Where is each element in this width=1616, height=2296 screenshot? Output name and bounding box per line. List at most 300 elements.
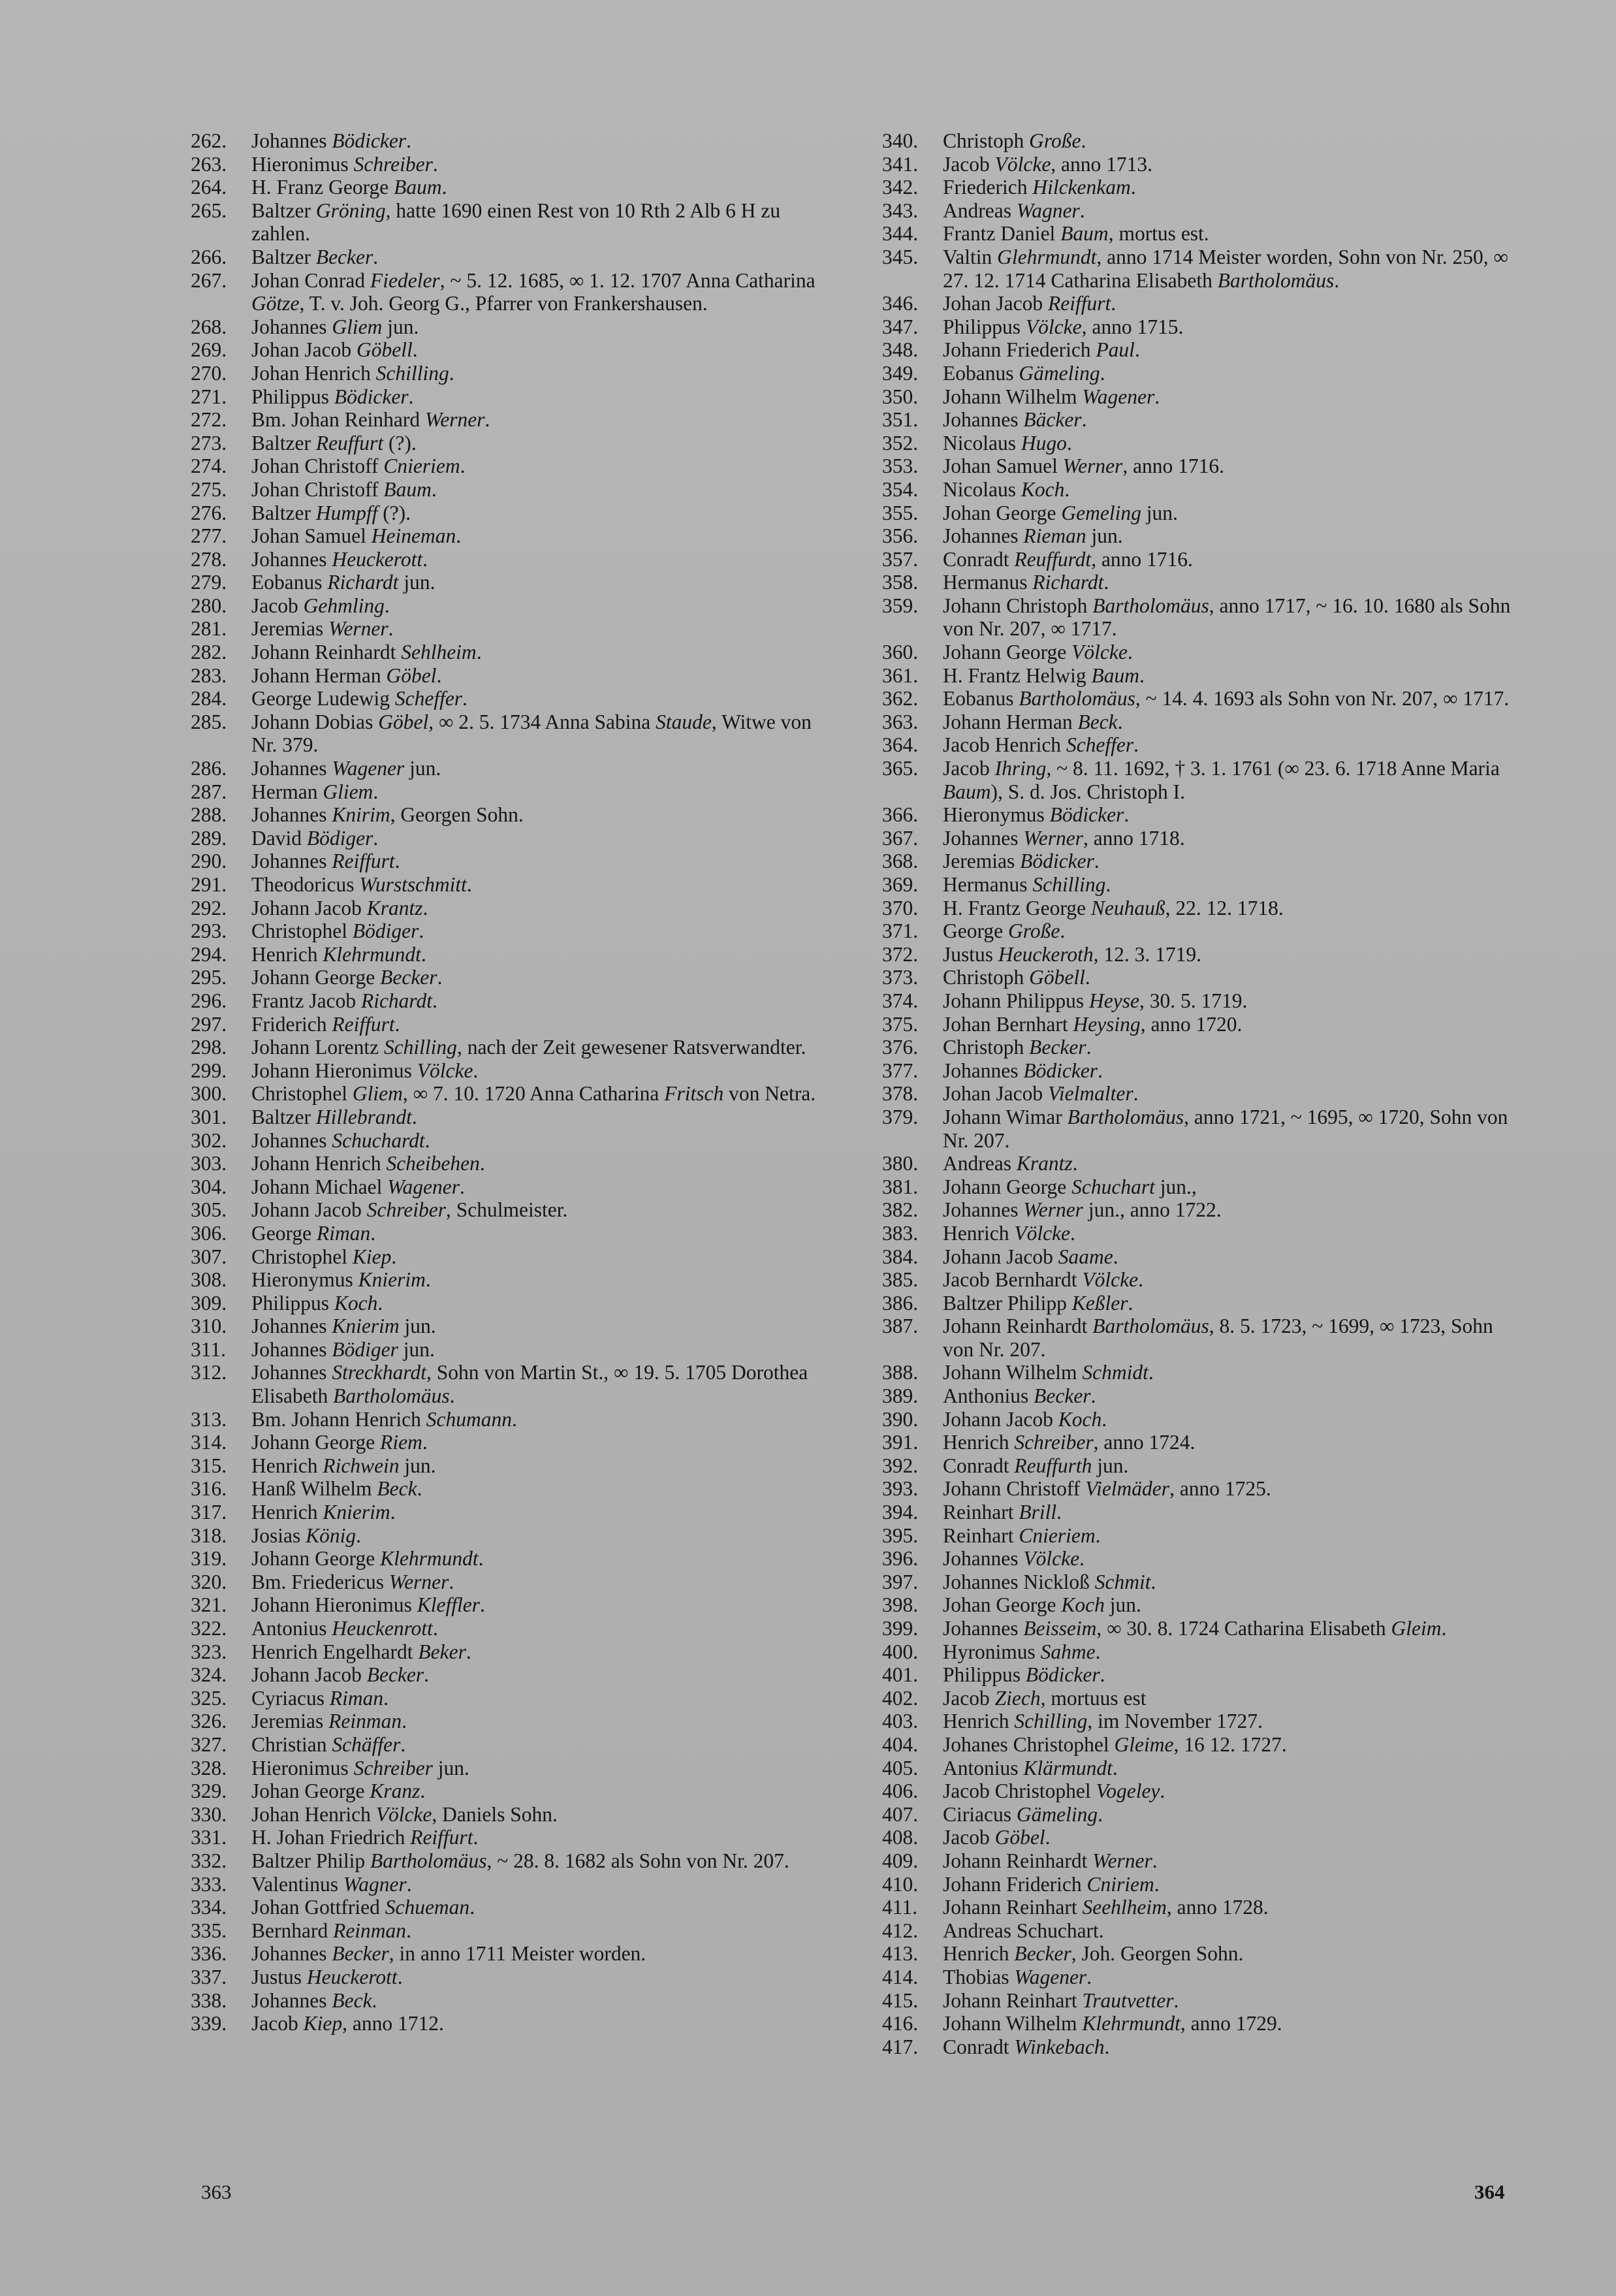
entry-text (251, 1338, 821, 1362)
list-entry (191, 1966, 821, 1989)
entry-number: 406. (882, 1779, 919, 1803)
entry-text-part: Johann Herman (251, 663, 387, 687)
list-entry (191, 385, 821, 409)
entry-text-part: Jacob (943, 152, 995, 176)
entry-text-part: . (479, 1593, 485, 1617)
list-entry (882, 153, 1514, 176)
entry-text-part: . (1113, 1245, 1118, 1268)
entry-text-part: Jacob (943, 757, 995, 780)
entry-text-part: . (449, 361, 454, 385)
entry-text-part: Henrich (251, 942, 323, 966)
surname: Götze (251, 292, 300, 315)
surname: Völcke (1082, 1268, 1139, 1292)
surname: Becker (366, 1663, 424, 1687)
list-entry (191, 687, 821, 710)
surname: Wagener (1082, 385, 1155, 408)
surname: Becker (1034, 1384, 1091, 1408)
entry-number: 397. (882, 1570, 919, 1593)
entry-text-part: . (1124, 803, 1130, 827)
entry-text-part: , T. v. Joh. Georg G., Pfarrer von Frankershausen. (299, 292, 708, 315)
entry-text-part: . (1133, 1082, 1139, 1106)
entry-text-part: . (1105, 873, 1111, 896)
entry-number: 333. (191, 1872, 227, 1896)
surname: Schreiber (353, 1756, 433, 1779)
entry-text (251, 1710, 821, 1733)
entry-number: 346. (882, 292, 919, 315)
entry-text-part: Johannes (251, 1315, 332, 1338)
entry-text-part: . (370, 1221, 376, 1245)
list-entry (191, 1919, 821, 1943)
entry-number: 347. (882, 315, 919, 338)
surname: Koch (1061, 1593, 1105, 1617)
entry-text (943, 571, 1514, 594)
list-entry (191, 850, 821, 873)
surname: Ziech (994, 1686, 1041, 1710)
entry-text (943, 1593, 1514, 1617)
entry-text (251, 687, 821, 710)
entry-text-part: Thobias (943, 1965, 1015, 1988)
entry-number: 386. (882, 1291, 919, 1315)
entry-text-part: David (251, 826, 307, 850)
list-entry (191, 1036, 821, 1059)
surname: Heyse (1089, 989, 1139, 1012)
entry-text-part: . (473, 1059, 479, 1082)
surname: Scheffer (394, 687, 463, 710)
entry-text-part: . (417, 1477, 422, 1501)
entry-text (251, 1873, 821, 1896)
entry-text (251, 1036, 821, 1059)
surname: Klehrmundt (380, 1547, 479, 1571)
list-entry (882, 129, 1514, 153)
entry-number: 330. (191, 1802, 227, 1826)
entry-text (251, 710, 821, 757)
entry-text-part: . (1112, 1756, 1118, 1779)
list-entry (882, 454, 1514, 478)
entry-number: 308. (191, 1268, 227, 1292)
entry-text-part: Johannes (251, 315, 332, 338)
surname: Kiep (352, 1245, 392, 1268)
surname: Bödiger (306, 826, 373, 850)
entry-number: 315. (191, 1454, 227, 1477)
entry-text (251, 362, 821, 385)
entry-text-part: Johannes (943, 408, 1024, 432)
entry-text-part: , anno 1725. (1169, 1477, 1271, 1501)
entry-number: 396. (882, 1547, 919, 1571)
surname: Schreiber (353, 152, 433, 176)
surname: Schmit (1094, 1570, 1151, 1593)
entry-number: 373. (882, 966, 919, 989)
entry-text-part: Johann Reinhardt (943, 1849, 1093, 1872)
list-entry (191, 1431, 821, 1454)
surname: Streckhardt (332, 1361, 426, 1384)
entry-text-part: Christoph (943, 1036, 1030, 1059)
surname: Völcke (1023, 1547, 1080, 1571)
entry-text (943, 733, 1514, 757)
entry-text-part: . (394, 850, 400, 873)
entry-text-part: Johannes (251, 757, 332, 780)
entry-text-part: Johannes (943, 524, 1024, 548)
list-entry (882, 827, 1514, 850)
surname: Cniriem (1086, 1872, 1154, 1896)
entry-number: 395. (882, 1523, 919, 1547)
entry-number: 365. (882, 757, 919, 780)
entry-text-part: . (1117, 710, 1123, 733)
list-entry (882, 432, 1514, 455)
list-entry (191, 1849, 821, 1873)
entry-number: 379. (882, 1105, 919, 1128)
entry-number: 385. (882, 1268, 919, 1292)
entry-text (251, 1245, 821, 1269)
list-entry (191, 1989, 821, 2013)
entry-text (943, 1896, 1514, 1919)
entry-text-part: Johannes Nickloß (943, 1570, 1095, 1593)
entry-text-part: Nicolaus (943, 477, 1021, 501)
entry-text (251, 478, 821, 502)
entry-text-part: . (383, 1686, 388, 1710)
entry-number: 408. (882, 1826, 919, 1849)
entry-text-part: , ∞ 30. 8. 1724 Catharina Elisabeth (1096, 1617, 1391, 1640)
list-entry (882, 338, 1514, 362)
entry-text-part: . (479, 1152, 485, 1175)
surname: Beck (377, 1477, 417, 1501)
entry-text-part: . (476, 641, 482, 664)
entry-text (943, 1919, 1514, 1943)
surname: Bödicker (334, 385, 409, 408)
entry-text (943, 1663, 1514, 1687)
entry-text-part: . (1150, 1570, 1156, 1593)
entry-text-part: . (1103, 571, 1109, 594)
surname: Brill (1019, 1501, 1057, 1524)
surname: Krantz (366, 896, 423, 919)
list-entry (882, 478, 1514, 502)
entry-text-part: Valentinus (251, 1872, 343, 1896)
surname: Werner (1023, 826, 1083, 850)
entry-text-part: . (1072, 1152, 1078, 1175)
entry-text-part: , Joh. Georgen Sohn. (1071, 1942, 1244, 1966)
entry-text-part: jun., anno 1722. (1083, 1198, 1222, 1222)
surname: Göbel (994, 1826, 1045, 1849)
entry-number: 279. (191, 571, 227, 594)
entry-number: 415. (882, 1988, 919, 2012)
entry-text (251, 594, 821, 618)
entry-text-part: , mortuus est (1040, 1686, 1147, 1710)
entry-number: 410. (882, 1872, 919, 1896)
entry-text-part: . (356, 1523, 362, 1547)
entry-text (251, 757, 821, 780)
entry-text-part: Jacob (943, 1826, 995, 1849)
entry-number: 313. (191, 1407, 227, 1431)
surname: Reiffurt (332, 850, 395, 873)
surname: Reiffurt (1047, 292, 1111, 315)
entry-text-part: Johann Jacob (251, 1198, 367, 1222)
entry-number: 393. (882, 1477, 919, 1501)
entry-number: 409. (882, 1849, 919, 1872)
list-entry (882, 1082, 1514, 1106)
list-entry (191, 780, 821, 804)
entry-number: 340. (882, 129, 919, 152)
entry-number: 413. (882, 1942, 919, 1966)
entry-text (943, 850, 1514, 873)
entry-text-part: Johan George (943, 501, 1062, 524)
entry-text-part: . (1441, 1617, 1447, 1640)
surname: Werner (1062, 454, 1123, 478)
entry-text-part: Jacob (251, 2012, 304, 2035)
surname: Winkebach (1014, 2035, 1105, 2058)
entry-text-part: . (1098, 1802, 1103, 1826)
surname: Völcke (1025, 315, 1082, 338)
entry-number: 407. (882, 1802, 919, 1826)
entry-text-part: , anno 1718. (1083, 826, 1185, 850)
list-entry (882, 873, 1514, 897)
list-entry (191, 1175, 821, 1199)
list-entry (191, 664, 821, 688)
entry-text-part: . (1060, 919, 1066, 943)
entry-text-part: ), S. d. Jos. Christoph I. (990, 780, 1186, 803)
list-entry (191, 897, 821, 920)
entry-text-part: Theodoricus (251, 873, 360, 896)
entry-text-part: . (432, 989, 437, 1012)
entry-text (943, 641, 1514, 664)
list-entry (882, 1873, 1514, 1896)
entry-text (251, 1175, 821, 1199)
list-entry (191, 1013, 821, 1036)
entry-text (251, 1687, 821, 1710)
entry-text-part: , ~ 28. 8. 1682 als Sohn von Nr. 207. (486, 1849, 789, 1872)
surname: Reuffurt (315, 431, 384, 454)
entry-text-part: . (1100, 1663, 1105, 1687)
surname: Bartholomäus (1092, 1315, 1209, 1338)
list-entry (191, 246, 821, 269)
entry-text-part: Johan Samuel (251, 524, 372, 548)
surname: Kranz (370, 1779, 420, 1803)
surname: Werner (1092, 1849, 1152, 1872)
list-entry (191, 338, 821, 362)
surname: Völcke (375, 1802, 432, 1826)
list-entry (882, 1617, 1514, 1640)
entry-text-part: Conradt (943, 2035, 1015, 2058)
entry-text (251, 1617, 821, 1640)
list-entry (882, 362, 1514, 385)
entry-text (943, 1408, 1514, 1431)
entry-text (943, 1245, 1514, 1269)
list-entry (882, 1640, 1514, 1664)
list-entry (882, 966, 1514, 989)
list-entry (882, 1919, 1514, 1943)
entry-text-part: Eobanus (251, 571, 328, 594)
list-entry (191, 1361, 821, 1407)
surname: Gliem (332, 315, 383, 338)
entry-number: 383. (882, 1221, 919, 1245)
list-entry (882, 1896, 1514, 1919)
list-entry (191, 1710, 821, 1733)
entry-text-part: jun., (1154, 1175, 1197, 1198)
entry-text (251, 1477, 821, 1501)
entry-number: 332. (191, 1849, 227, 1872)
list-entry (191, 1477, 821, 1501)
entry-text-part: Johann George (251, 1431, 381, 1454)
entry-number: 390. (882, 1407, 919, 1431)
entry-text-part: Friderich (251, 1012, 332, 1036)
entry-text-part: , 8. 5. 1723, ~ 1699, ∞ 1723, Sohn von Nr. 207. (943, 1315, 1493, 1361)
entry-text (251, 1547, 821, 1571)
entry-number: 321. (191, 1593, 227, 1617)
entry-text-part: , ~ 14. 4. 1693 als Sohn von Nr. 207, ∞ 1717. (1135, 687, 1510, 710)
page-number-right: 364 (1474, 2180, 1505, 2203)
entry-text (251, 1524, 821, 1548)
entry-text-part: jun. (399, 1454, 436, 1477)
list-entry (191, 966, 821, 989)
surname: Neuhauß (1090, 896, 1165, 919)
surname: Bartholomäus (333, 1384, 450, 1408)
entry-text (943, 1849, 1514, 1873)
entry-number: 287. (191, 780, 227, 803)
entry-number: 339. (191, 2012, 227, 2035)
entry-number: 388. (882, 1361, 919, 1384)
entry-text (251, 269, 821, 315)
surname: Bödicker (1020, 850, 1094, 873)
list-entry (882, 943, 1514, 966)
entry-text (251, 1571, 821, 1594)
list-entry (191, 1640, 821, 1664)
entry-number: 334. (191, 1896, 227, 1919)
entry-text (943, 1710, 1514, 1733)
entry-text-part: Johan Bernhart (943, 1012, 1073, 1036)
entry-number: 375. (882, 1012, 919, 1036)
entry-text (943, 1757, 1514, 1780)
entry-text-part: Baltzer (251, 199, 316, 222)
surname: Heuckerott (306, 1965, 398, 1988)
list-entry (882, 757, 1514, 803)
entry-text-part: Hieronimus (251, 152, 354, 176)
list-entry (191, 989, 821, 1013)
entry-text-part: H. Frantz George (943, 896, 1091, 919)
entry-number: 401. (882, 1663, 919, 1687)
entry-text-part: Christian (251, 1732, 332, 1756)
entry-text-part: . (1154, 1872, 1160, 1896)
entry-number: 398. (882, 1593, 919, 1617)
entry-number: 306. (191, 1221, 227, 1245)
entry-number: 416. (882, 2012, 919, 2035)
entry-text-part: Johan George (251, 1779, 370, 1803)
entry-text-part: Baltzer (251, 245, 316, 268)
entry-text-part: . (437, 966, 443, 989)
entry-text-part: . (1130, 176, 1136, 199)
entry-text-part: Frantz Jacob (251, 989, 361, 1012)
entry-number: 370. (882, 896, 919, 919)
list-entry (882, 408, 1514, 432)
entry-text (251, 1082, 821, 1106)
entry-number: 389. (882, 1384, 919, 1408)
entry-text (251, 1919, 821, 1943)
surname: Gehmling (303, 594, 385, 617)
surname: Bödicker (1023, 1059, 1098, 1082)
surname: Vielmäder (1085, 1477, 1170, 1501)
entry-text-part: . (1095, 1523, 1101, 1547)
entry-number: 282. (191, 641, 227, 664)
entry-text-part: Henrich (251, 1501, 323, 1524)
entry-text-part: Baltzer (251, 1105, 316, 1128)
entry-number: 295. (191, 966, 227, 989)
entry-text-part: Philippus (251, 1291, 334, 1315)
list-entry (191, 757, 821, 780)
entry-text-part: . (1127, 641, 1133, 664)
entry-text-part: Christoph (943, 129, 1030, 152)
entry-number: 363. (882, 710, 919, 733)
entry-text-part: . (1134, 338, 1140, 362)
entry-text-part: Johan Conrad (251, 268, 370, 292)
surname: Fritsch (664, 1082, 724, 1106)
list-entry (191, 432, 821, 455)
entry-text (251, 1292, 821, 1315)
entry-text (943, 1361, 1514, 1384)
entry-text-part: . (1086, 1036, 1092, 1059)
entry-text-part: Johan Samuel (943, 454, 1063, 478)
surname: Bartholomäus (1092, 594, 1209, 617)
surname: Schäffer (332, 1732, 401, 1756)
entry-text (251, 919, 821, 943)
entry-number: 356. (882, 524, 919, 548)
list-entry (882, 733, 1514, 757)
surname: Heuckenrott (332, 1617, 433, 1640)
entry-text (251, 1640, 821, 1664)
entry-text-part: Reinhart (943, 1501, 1019, 1524)
entry-text-part: . (436, 663, 442, 687)
entry-text (943, 1454, 1514, 1478)
entry-text-part: Philippus (251, 385, 334, 408)
entry-text-part: Hieronymus (943, 803, 1050, 827)
entry-text-part: , im November 1727. (1087, 1710, 1263, 1733)
surname: Heuckerott (332, 547, 423, 571)
entry-text (943, 1803, 1514, 1826)
entry-number: 362. (882, 687, 919, 710)
entry-text (943, 1501, 1514, 1524)
list-entry (882, 2012, 1514, 2035)
surname: Göbel (378, 710, 429, 733)
entry-number: 296. (191, 989, 227, 1012)
entry-text-part: , ~ 5. 12. 1685, ∞ 1. 12. 1707 Anna Catharina (439, 268, 816, 292)
entry-number: 302. (191, 1128, 227, 1152)
entry-text-part: . (1111, 292, 1117, 315)
entry-text (943, 1873, 1514, 1896)
entry-number: 349. (882, 361, 919, 385)
entry-text (251, 1268, 821, 1292)
entry-text-part: Andreas (943, 1152, 1017, 1175)
surname: Gliem (323, 780, 373, 803)
entry-text (943, 897, 1514, 920)
entry-text-part: . (1139, 663, 1145, 687)
entry-text-part: , anno 1712. (342, 2012, 444, 2035)
entry-text-part: . (1081, 408, 1087, 432)
entry-text-part: . (1079, 1547, 1085, 1571)
entry-text (251, 502, 821, 525)
entry-text-part: , anno 1713. (1051, 152, 1153, 176)
surname: Schilling (375, 361, 449, 385)
list-entry (882, 1687, 1514, 1710)
entry-text-part: Johann Wilhelm (943, 385, 1083, 408)
entry-number: 293. (191, 919, 227, 943)
entry-text (251, 803, 821, 827)
surname: Schilling (1014, 1710, 1088, 1733)
surname: Keßler (1071, 1291, 1128, 1315)
entry-text-part: . (466, 1640, 471, 1663)
entry-number: 411. (882, 1896, 917, 1919)
entry-text (943, 1106, 1514, 1152)
entry-text-part: jun. (1086, 524, 1123, 548)
list-entry (191, 1059, 821, 1083)
entry-text (251, 1013, 821, 1036)
list-entry (191, 1315, 821, 1338)
entry-text-part: . (1173, 1988, 1179, 2012)
